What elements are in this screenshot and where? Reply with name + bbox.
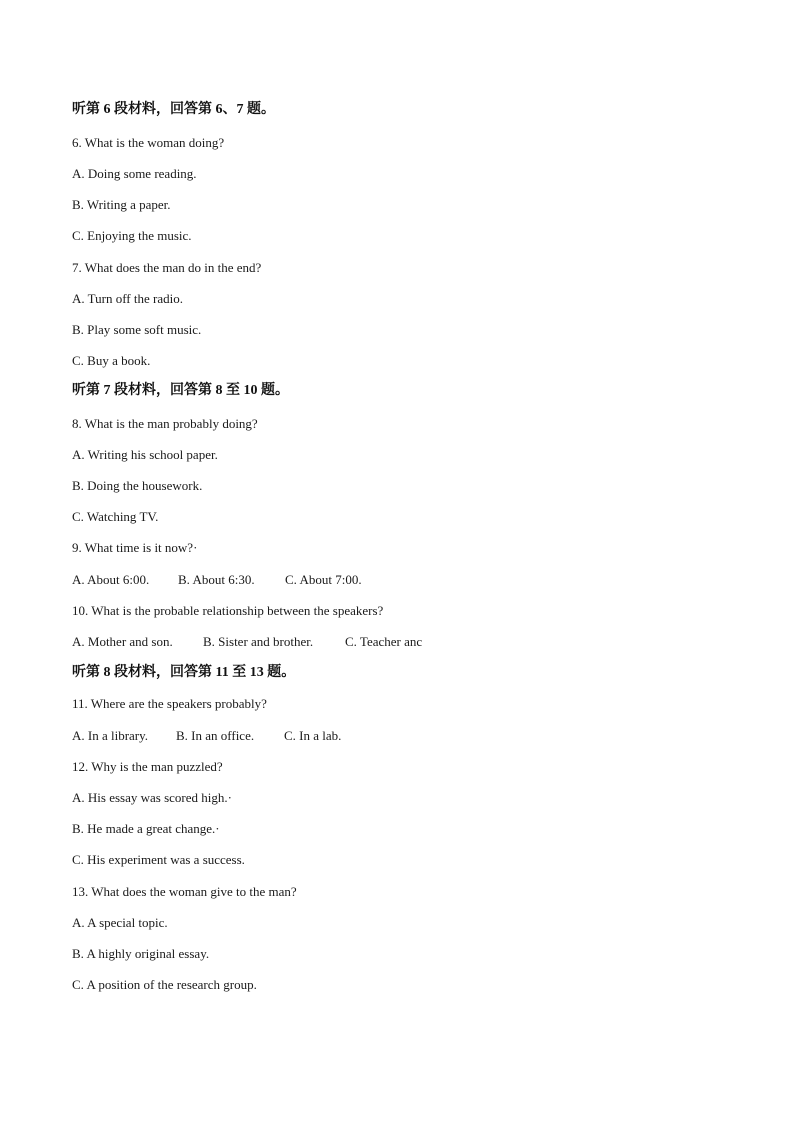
option-c: C. Teacher anc: [345, 634, 423, 649]
section-heading: 听第 7 段材料，回答第 8 至 10 题。: [72, 383, 289, 398]
option-c: C. About 7:00.: [285, 572, 362, 587]
question-stem: 13. What does the woman give to the man?: [72, 884, 297, 899]
option-c: C. Watching TV.: [72, 509, 159, 524]
section-heading: 听第 8 段材料，回答第 11 至 13 题。: [72, 665, 296, 680]
options-row: [72, 572, 362, 588]
option-a: A. A special topic.: [72, 915, 168, 930]
section-heading: 听第 6 段材料，回答第 6、7 题。: [72, 102, 275, 117]
option-b: B. Doing the housework.: [72, 478, 203, 493]
option-b: B. He made a great change.·: [72, 821, 220, 836]
option-b: B. About 6:30.: [178, 572, 255, 587]
question-stem: 12. Why is the man puzzled?: [72, 759, 223, 774]
question-stem: 8. What is the man probably doing?: [72, 416, 258, 431]
question-stem: 7. What does the man do in the end?: [72, 260, 262, 275]
option-c: C. Buy a book.: [72, 353, 151, 368]
options-row: [72, 634, 422, 650]
option-a: A. Doing some reading.: [72, 166, 197, 181]
option-a: A. In a library.: [72, 728, 149, 743]
option-b: B. Writing a paper.: [72, 197, 171, 212]
option-c: C. His experiment was a success.: [72, 852, 245, 867]
question-stem: 9. What time is it now?·: [72, 540, 198, 555]
option-a: A. Writing his school paper.: [72, 447, 218, 462]
option-a: A. His essay was scored high.·: [72, 790, 232, 805]
option-b: B. A highly original essay.: [72, 946, 210, 961]
option-a: A. About 6:00.: [72, 572, 150, 587]
option-c: C. Enjoying the music.: [72, 228, 192, 243]
option-b: B. In an office.: [176, 728, 255, 743]
option-a: A. Mother and son.: [72, 634, 173, 649]
options-row: [72, 728, 341, 744]
question-stem: 11. Where are the speakers probably?: [72, 696, 267, 711]
question-stem: 10. What is the probable relationship between the speakers?: [72, 603, 384, 618]
option-a: A. Turn off the radio.: [72, 291, 183, 306]
option-c: C. A position of the research group.: [72, 977, 257, 992]
option-b: B. Play some soft music.: [72, 322, 202, 337]
question-stem: 6. What is the woman doing?: [72, 135, 225, 150]
option-b: B. Sister and brother.: [203, 634, 314, 649]
option-c: C. In a lab.: [284, 728, 342, 743]
